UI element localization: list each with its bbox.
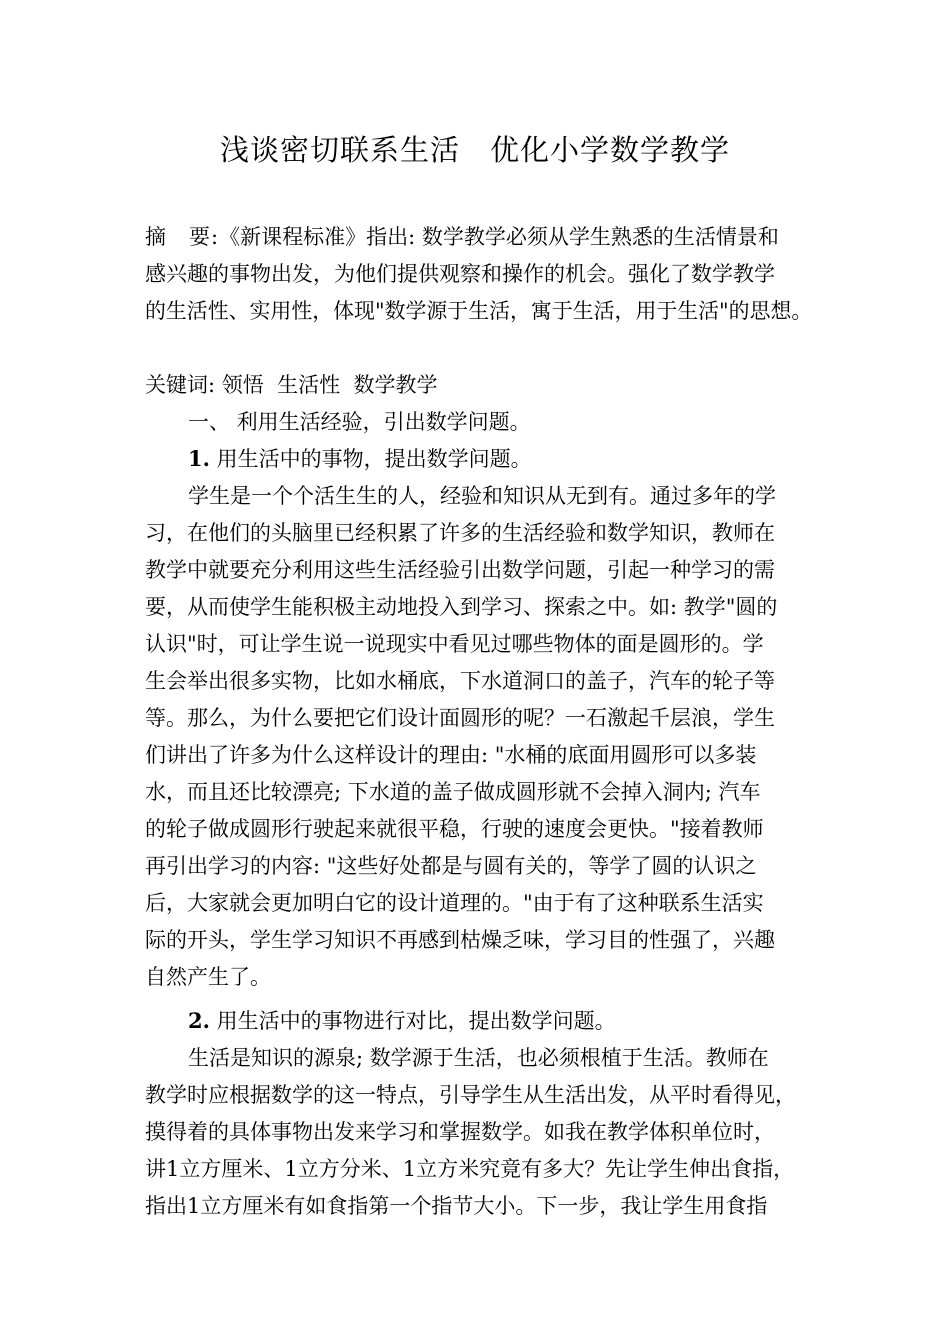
para-2-line-2: 教学时应根据数学的这一特点，引导学生从生活出发，从平时看得见， bbox=[145, 1083, 796, 1107]
para-1-line-14: 自然产生了。 bbox=[145, 965, 271, 989]
section-1-heading: 一、 利用生活经验，引出数学问题。 bbox=[188, 410, 531, 434]
subsection-2-title: 用生活中的事物进行对比，提出数学问题。 bbox=[209, 1009, 616, 1033]
keywords-label: 关键词: bbox=[145, 373, 216, 397]
subsection-1-title: 用生活中的事物，提出数学问题。 bbox=[209, 447, 532, 471]
abstract-line-2: 感兴趣的事物出发，为他们提供观察和操作的机会。强化了数学教学 bbox=[145, 262, 775, 286]
para-1-line-5: 认识"时，可让学生说一说现实中看见过哪些物体的面是圆形的。学 bbox=[145, 632, 764, 656]
para-1-line-11: 再引出学习的内容: "这些好处都是与圆有关的，等学了圆的认识之 bbox=[145, 854, 757, 878]
keywords-text: 领悟 生活性 数学教学 bbox=[215, 373, 438, 397]
para-1-line-4: 要，从而使学生能积极主动地投入到学习、探索之中。如: 教学"圆的 bbox=[145, 595, 778, 619]
abstract-line-1 bbox=[145, 222, 779, 252]
para-2-line-1: 生活是知识的源泉; 数学源于生活，也必须根植于生活。教师在 bbox=[188, 1046, 769, 1070]
para-1-line-7: 等。那么，为什么要把它们设计面圆形的呢？一石激起千层浪，学生 bbox=[145, 706, 775, 730]
abstract-label: 摘 要: bbox=[145, 225, 220, 249]
para-1-line-13: 际的开头，学生学习知识不再感到枯燥乏味，学习目的性强了，兴趣 bbox=[145, 928, 775, 952]
para-1-line-10: 的轮子做成圆形行驶起来就很平稳，行驶的速度会更快。"接着教师 bbox=[145, 817, 764, 841]
para-2-line-4: 讲1立方厘米、1立方分米、1立方米究竟有多大？先让学生伸出食指， bbox=[145, 1157, 795, 1181]
para-1-line-1: 学生是一个个活生生的人，经验和知识从无到有。通过多年的学 bbox=[188, 484, 776, 508]
abstract-line-3: 的生活性、实用性，体现"数学源于生活，寓于生活，用于生活"的思想。 bbox=[145, 299, 813, 323]
para-1-line-12: 后，大家就会更加明白它的设计道理的。"由于有了这种联系生活实 bbox=[145, 891, 764, 915]
subsection-1-heading bbox=[188, 444, 532, 474]
para-1-line-8: 们讲出了许多为什么这样设计的理由: "水桶的底面用圆形可以多装 bbox=[145, 743, 757, 767]
para-1-line-9: 水，而且还比较漂亮; 下水道的盖子做成圆形就不会掉入洞内; 汽车 bbox=[145, 780, 761, 804]
keywords-line bbox=[145, 370, 437, 400]
subsection-1-number: 1. bbox=[188, 446, 210, 471]
subsection-2-heading bbox=[188, 1006, 616, 1036]
para-2-line-3: 摸得着的具体事物出发来学习和掌握数学。如我在教学体积单位时， bbox=[145, 1120, 775, 1144]
document-title: 浅谈密切联系生活 优化小学数学教学 bbox=[219, 133, 730, 167]
abstract-text-1: 《新课程标准》指出: 数学教学必须从学生熟悉的生活情景和 bbox=[219, 225, 779, 249]
para-1-line-2: 习，在他们的头脑里已经积累了许多的生活经验和数学知识，教师在 bbox=[145, 521, 775, 545]
para-1-line-6: 生会举出很多实物，比如水桶底，下水道洞口的盖子，汽车的轮子等 bbox=[145, 669, 775, 693]
subsection-2-number: 2. bbox=[188, 1008, 210, 1033]
para-2-line-5: 指出1立方厘米有如食指第一个指节大小。下一步，我让学生用食指 bbox=[145, 1194, 768, 1218]
para-1-line-3: 教学中就要充分利用这些生活经验引出数学问题，引起一种学习的需 bbox=[145, 558, 775, 582]
